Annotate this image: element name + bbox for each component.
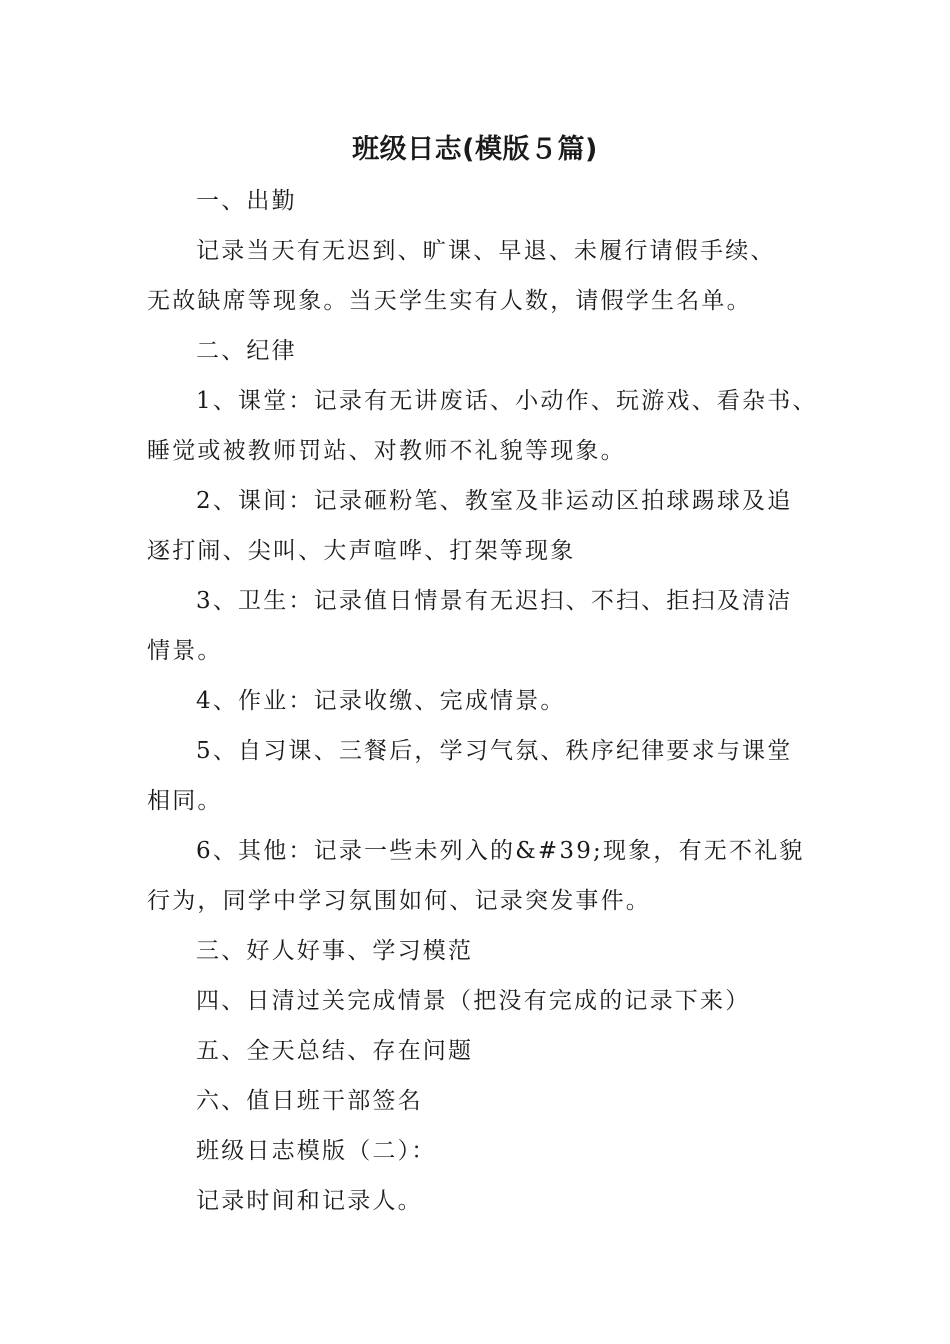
paragraph-line: 无故缺席等现象。当天学生实有人数，请假学生名单。 [147,288,752,314]
paragraph-line: 6、其他：记录一些未列入的&#39;现象，有无不礼貌 [196,838,805,864]
paragraph-line: 逐打闹、尖叫、大声喧哗、打架等现象 [147,538,576,564]
section-heading-attendance: 一、出勤 [196,188,297,214]
paragraph-line: 记录当天有无迟到、旷课、早退、未履行请假手续、 [196,238,776,264]
subtemplate-heading: 班级日志模版（二）： [196,1138,437,1164]
section-heading-summary: 五、全天总结、存在问题 [196,1038,474,1064]
paragraph-line: 相同。 [147,788,223,814]
section-heading-daily-clearance: 四、日清过关完成情景（把没有完成的记录下来） [196,988,751,1014]
paragraph-line: 行为，同学中学习氛围如何、记录突发事件。 [147,888,651,914]
paragraph-line: 3、卫生：记录值日情景有无迟扫、不扫、拒扫及清洁 [196,588,793,614]
paragraph-line: 情景。 [147,638,223,664]
paragraph-line: 5、自习课、三餐后，学习气氛、秩序纪律要求与课堂 [196,738,793,764]
paragraph-line: 2、课间：记录砸粉笔、教室及非运动区拍球踢球及追 [196,488,793,514]
paragraph-line: 睡觉或被教师罚站、对教师不礼貌等现象。 [147,438,626,464]
document-title: 班级日志(模版５篇) [352,134,598,165]
paragraph-line: 4、作业：记录收缴、完成情景。 [196,688,566,714]
section-heading-discipline: 二、纪律 [196,338,297,364]
section-heading-signature: 六、值日班干部签名 [196,1088,423,1114]
paragraph-line: 记录时间和记录人。 [196,1188,423,1214]
section-heading-good-deeds: 三、好人好事、学习模范 [196,938,474,964]
paragraph-line: 1、课堂：记录有无讲废话、小动作、玩游戏、看杂书、 [196,388,818,414]
